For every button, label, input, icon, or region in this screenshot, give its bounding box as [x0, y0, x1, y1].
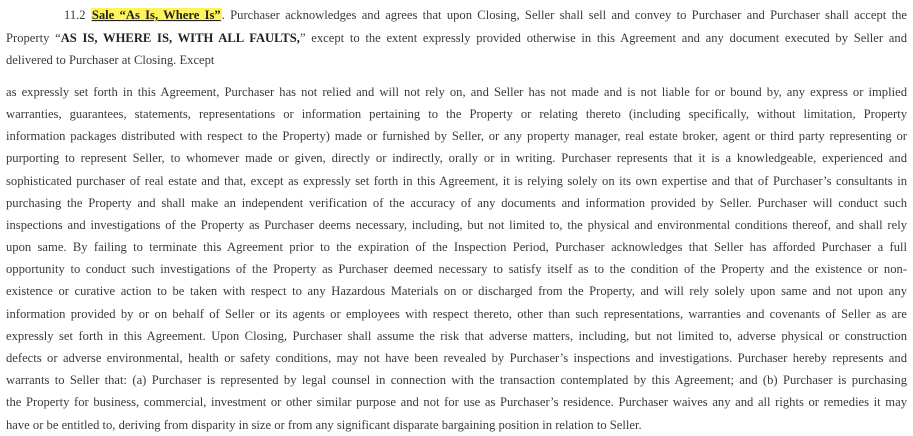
paragraph-line: upon same. By failing to terminate this Agreement prior to the expiration of the Inspection Period, Purchaser acknowledges that Seller has afforded Purchaser a full — [6, 240, 907, 255]
paragraph-line: warranties, guarantees, statements, representations or information pertaining to the Property or relating thereto (including specifically, without limitation, Property — [6, 106, 907, 121]
paragraph-line: purchasing the Property and shall make an independent verification of the accuracy of any documents and information provided by Seller. Purchaser will conduct such — [6, 195, 907, 210]
paragraph-text: ” except to the extent expressly provided otherwise in this Agreement and any document executed by Seller and — [299, 30, 907, 45]
paragraph-line — [6, 27, 907, 50]
section-number: 11.2 — [64, 8, 86, 22]
paragraph-line: sophisticated purchaser of real estate and that, except as expressly set forth in this Agreement, it is relying solely on its own expertise and that of Purchaser’s consultants in — [6, 173, 907, 188]
section-heading: Sale “As Is, Where Is” — [91, 8, 221, 22]
paragraph-gap — [6, 72, 907, 81]
paragraph-line: inspections and investigations of the Property as Purchaser deems necessary, including, but not limited to, the physical and environmental conditions thereof, and shall rely — [6, 217, 907, 232]
paragraph-line: information provided by or on behalf of Seller or its agents or employees with respect thereto, other than such representations, warranties and covenants of Seller as are — [6, 306, 907, 321]
paragraph-line: warrants to Seller that: (a) Purchaser is represented by legal counsel in connection with the transaction contemplated by this Agreement; and (b) Purchaser is purchasing — [6, 373, 907, 388]
paragraph-line: existence or curative action to be taken with respect to any Hazardous Materials on or discharged from the Property, and will rely solely upon same and not upon any — [6, 284, 907, 299]
paragraph-line: defects or adverse environmental, health or safety conditions, may not have been revealed by Purchaser’s inspections and investigations. Purchaser hereby represents and — [6, 351, 907, 366]
paragraph-line — [6, 49, 907, 72]
paragraph-text: Property “ — [6, 30, 61, 45]
heading-period: . — [221, 8, 225, 22]
paragraph-text: delivered to Purchaser at Closing. Except — [6, 53, 215, 68]
paragraph-line: as expressly set forth in this Agreement, Purchaser has not relied and will not rely on, and Seller has not made and is not liable for or bound by, any express or implied — [6, 84, 907, 99]
paragraph-line: the Property for business, commercial, investment or other similar purpose and not for use as Purchaser’s residence. Purchaser waives any and all rights or remedies it may — [6, 395, 907, 410]
paragraph-line: opportunity to conduct such investigations of the Property as Purchaser deemed necessary to satisfy itself as to the condition of the Property and the existence or non- — [6, 262, 907, 277]
paragraph-line: purporting to represent Seller, to whomever made or given, directly or indirectly, orally or in writing. Purchaser represents that it is a knowledgeable, experienced and — [6, 151, 907, 166]
paragraph-intro — [6, 4, 907, 72]
as-is-clause: AS IS, WHERE IS, WITH ALL FAULTS, — [60, 30, 300, 45]
paragraph-text: Purchaser acknowledges and agrees that upon Closing, Seller shall sell and convey to Purchaser and Purchaser shall accept the — [230, 8, 907, 22]
paragraph-line: expressly set forth in this Agreement. Upon Closing, Purchaser shall assume the risk that adverse matters, including, but not limited to, adverse physical or construction — [6, 328, 907, 343]
paragraph-line — [6, 4, 907, 27]
paragraph-main — [6, 81, 907, 436]
paragraph-line: information packages distributed with respect to the Property) made or furnished by Seller, or any property manager, real estate broker, agent or third party representing or — [6, 129, 907, 144]
document-body — [6, 0, 907, 436]
paragraph-line: have or be entitled to, deriving from disparity in size or from any significant disparate bargaining position in relation to Seller. — [6, 417, 642, 432]
